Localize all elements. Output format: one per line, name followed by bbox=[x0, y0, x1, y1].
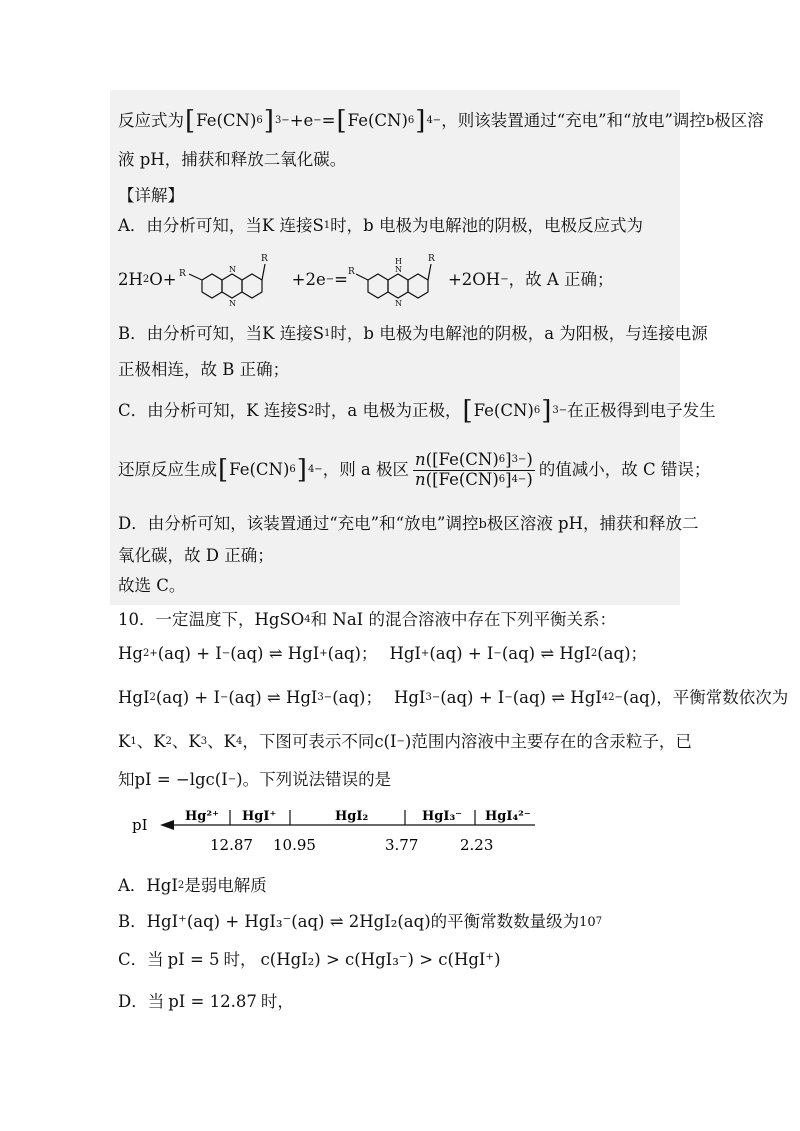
equals: = bbox=[321, 110, 336, 130]
q10-constants: K 1 、K 2 、K 3 、K 4 ，下图可表示不同 c(I − ) 范围内溶液中主要存在的含汞粒子，已 bbox=[118, 732, 692, 751]
text: 反应式为 bbox=[118, 110, 184, 130]
species-label: HgI₃⁻ bbox=[422, 809, 463, 824]
q10-equations-2: HgI 2 (aq) + I − (aq) ⇌ HgI 3 − (aq)； HgI 3 − (aq) + I − (aq) ⇌ HgI 4 2− (aq) ，平衡常数依次为 bbox=[118, 688, 789, 707]
choice-a: A．HgI 2 是弱电解质 bbox=[118, 876, 267, 895]
svg-text:N: N bbox=[394, 299, 402, 308]
option-a-line-1: A．由分析可知，当K 连接S 1 时，b 电极为电解池的阴极，电极反应式为 bbox=[118, 216, 643, 235]
tick-label: 2.23 bbox=[460, 836, 494, 854]
tick-label: 10.95 bbox=[273, 836, 316, 854]
detail-heading: 【详解】 bbox=[118, 186, 184, 205]
analysis-line-1: 反应式为 [ Fe(CN) 6 ] 3− +e − = [ Fe(CN) 6 ] 4− ，则该装置通过“充电”和“放电”调控 b 极区溶 bbox=[118, 106, 764, 136]
option-d-line-1: D．由分析可知，该装置通过“充电”和“放电”调控 b 极区溶液 pH，捕获和释放二 bbox=[118, 514, 699, 533]
species-label: HgI₂ bbox=[335, 809, 369, 824]
svg-text:N: N bbox=[228, 299, 236, 308]
ferrocyanide: [ Fe(CN) 6 ] 4− bbox=[336, 106, 442, 136]
species-label: HgI₄²⁻ bbox=[485, 809, 531, 824]
answer-line: 故选 C。 bbox=[118, 576, 186, 595]
option-c-line-1: C．由分析可知，K 连接S 2 时，a 电极为正极， [ Fe(CN) 6 ] 3− 在正极得到电子发生 bbox=[118, 396, 716, 426]
svg-text:R: R bbox=[178, 269, 186, 279]
q10-pi-definition: 知 pI = −lgc(I − ) 。下列说法错误的是 bbox=[118, 770, 392, 789]
choice-b: B． HgI⁺(aq) + HgI₃⁻(aq) ⇌ 2HgI₂(aq) 的平衡常数数量级为 10 7 bbox=[118, 912, 603, 931]
ferricyanide: [ Fe(CN) 6 ] 3− bbox=[185, 106, 290, 136]
tick-label: 12.87 bbox=[210, 836, 253, 854]
q10-equations-1: Hg 2+ (aq) + I − (aq) ⇌ HgI + (aq)； HgI + (aq) + I − (aq) ⇌ HgI 2 (aq)； bbox=[118, 644, 648, 663]
pi-number-line bbox=[130, 800, 550, 870]
choice-c: C．当 pI = 5 时， c(HgI₂) > c(HgI₃⁻) > c(HgI⁺) bbox=[118, 950, 501, 969]
svg-text:H: H bbox=[394, 257, 402, 266]
tick-label: 3.77 bbox=[385, 836, 419, 854]
phenazine-structure-icon bbox=[177, 250, 292, 310]
concentration-ratio: n ([ Fe(CN) 6 ] 3− ) n ([ Fe(CN) 6 ] 4− ) bbox=[415, 450, 533, 489]
electron: +e bbox=[289, 110, 314, 130]
text: 极区溶 bbox=[714, 110, 764, 130]
species-label: HgI⁺ bbox=[242, 809, 277, 824]
option-a-equation: 2H 2 O+ R R N N +2e − = R R H N N +2OH − ，故 A 正确； bbox=[118, 250, 613, 310]
species-label: Hg²⁺ bbox=[185, 809, 219, 824]
text: b bbox=[705, 113, 715, 129]
dihydrophenazine-structure-icon bbox=[348, 250, 448, 310]
axis-label: pI bbox=[132, 816, 148, 834]
analysis-line-2: 液 pH，捕获和释放二氧化碳。 bbox=[118, 150, 347, 169]
ferrocyanide: [ Fe(CN) 6 ] 4− bbox=[218, 455, 323, 485]
q10-intro: 10．一定温度下，HgSO 4 和 NaI 的混合溶液中存在下列平衡关系： bbox=[118, 610, 616, 629]
svg-text:N: N bbox=[394, 265, 402, 274]
option-d-line-2: 氧化碳，故 D 正确； bbox=[118, 546, 274, 565]
option-b-line-1: B．由分析可知，当K 连接S 1 时，b 电极为电解池的阴极，a 为阳极，与连接电源 bbox=[118, 324, 708, 343]
choice-d: D．当 pI = 12.87 时， bbox=[118, 992, 294, 1011]
svg-text:R: R bbox=[347, 267, 355, 277]
svg-text:R: R bbox=[427, 254, 435, 264]
svg-text:N: N bbox=[228, 265, 236, 274]
option-c-line-2: 还原反应生成 [ Fe(CN) 6 ] 4− ，则 a 极区 n ([ Fe(CN) 6 ] 3− ) n ([ Fe(CN) 6 ] 4− ) 的值减小，故 C 错误； bbox=[118, 450, 711, 489]
ferricyanide: [ Fe(CN) 6 ] 3− bbox=[462, 396, 568, 426]
text: ，则该装置通过“充电”和“放电”调控 bbox=[441, 110, 706, 130]
svg-text:R: R bbox=[260, 254, 268, 264]
option-b-line-2: 正极相连，故 B 正确； bbox=[118, 360, 290, 379]
